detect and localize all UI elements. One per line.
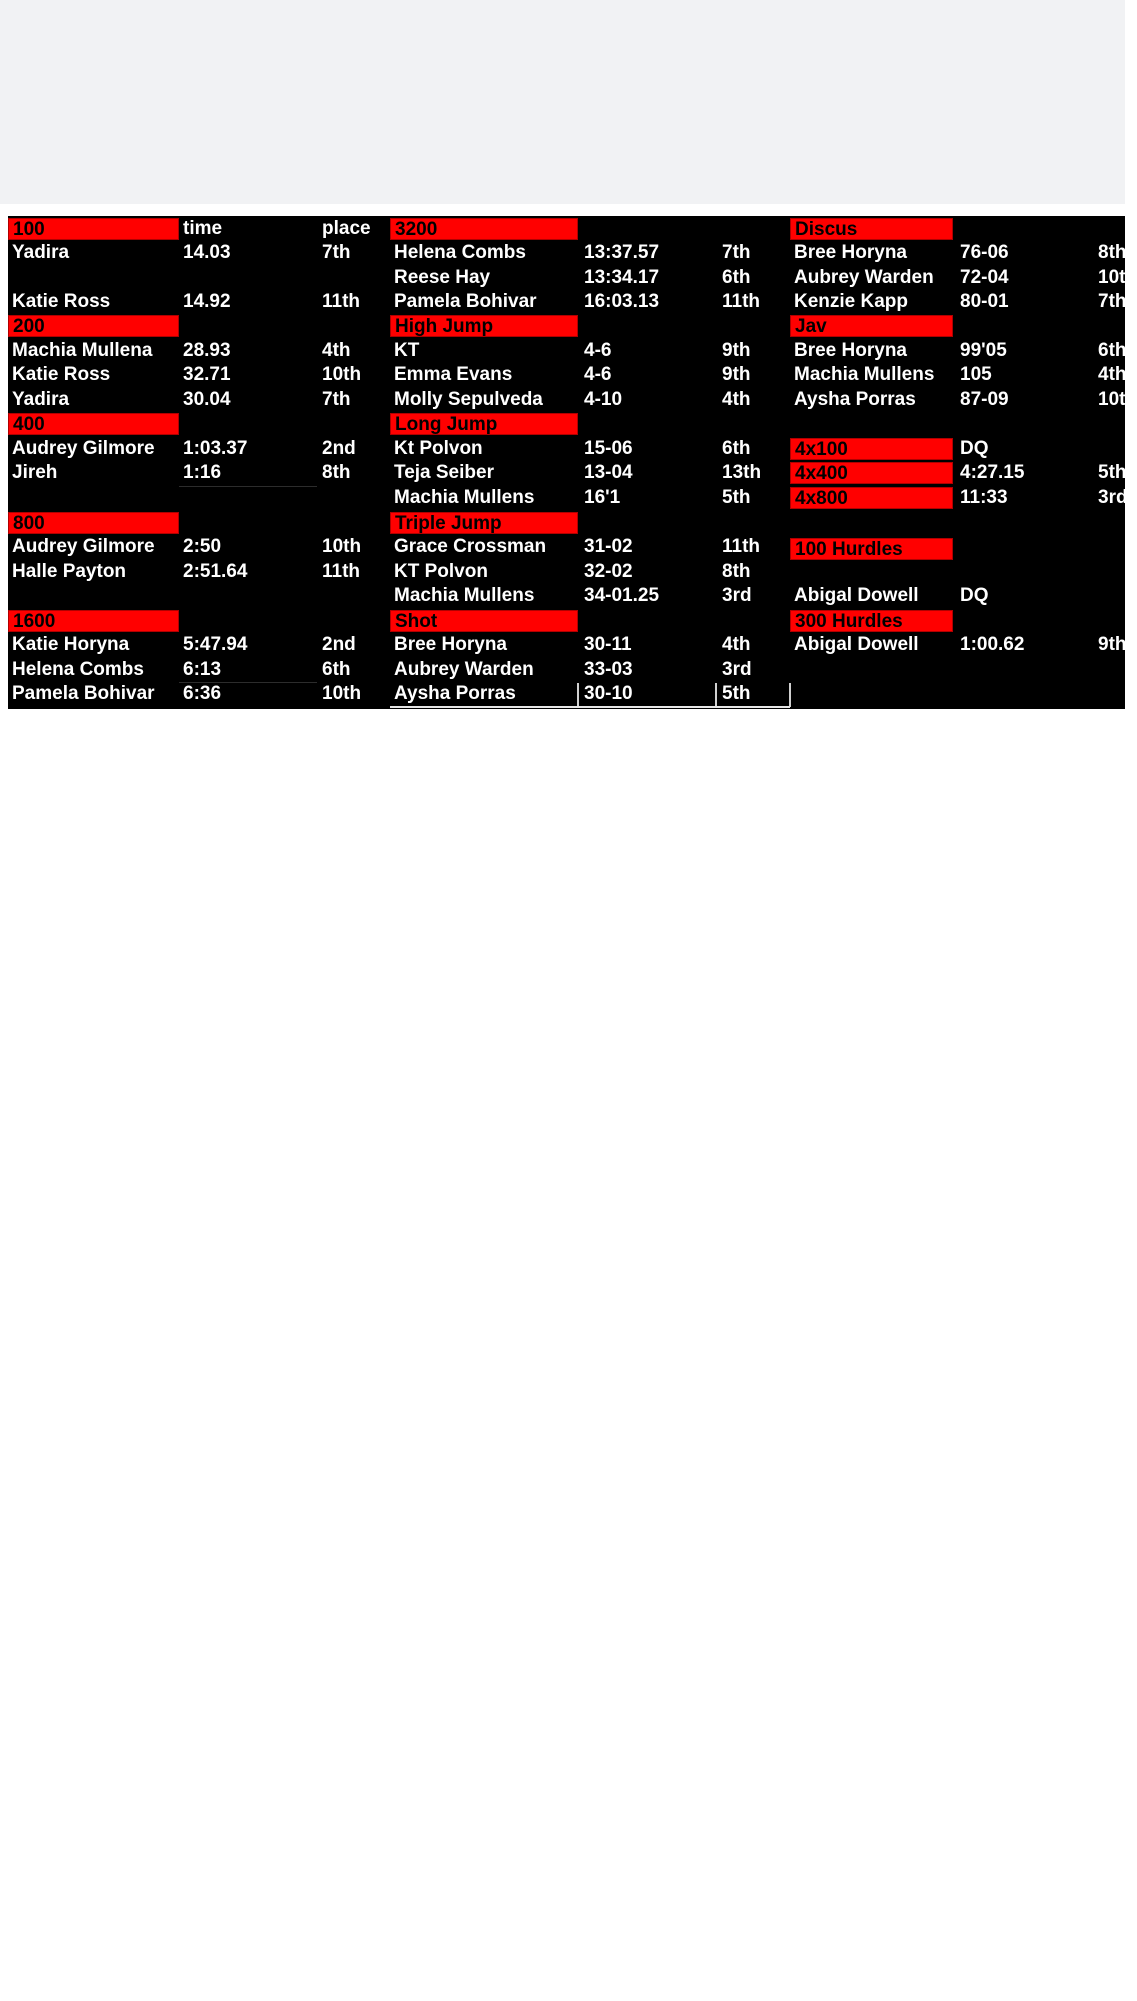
athlete-name: Katie Horyna [12, 634, 130, 655]
athlete-name: Teja Seiber [394, 462, 494, 483]
athlete-name: Pamela Bohivar [12, 683, 155, 704]
athlete-mark: 4-6 [584, 364, 612, 385]
column-header-time: time [183, 218, 223, 239]
athlete-place: 10th [1098, 389, 1137, 410]
athlete-name: Reese Hay [394, 267, 491, 288]
athlete-place: 11th [722, 291, 761, 312]
athlete-mark: 87-09 [960, 389, 1009, 410]
athlete-place: 11th [722, 536, 761, 557]
event-header-long-jump: Long Jump [390, 413, 578, 435]
athlete-place: 2nd [322, 438, 356, 459]
athlete-name: Grace Crossman [394, 536, 547, 557]
athlete-mark: 30.04 [183, 389, 231, 410]
athlete-mark: 76-06 [960, 242, 1009, 263]
athlete-name: Audrey Gilmore [12, 536, 155, 557]
athlete-place: 10th [322, 364, 362, 385]
athlete-mark: 31-02 [584, 536, 633, 557]
event-header-discus: Discus [790, 218, 953, 240]
athlete-mark: 6:36 [183, 683, 222, 704]
athlete-mark: 14.92 [183, 291, 231, 312]
athlete-mark: 15-06 [584, 438, 633, 459]
athlete-mark: 2:51.64 [183, 561, 248, 582]
athlete-mark: 105 [960, 364, 992, 385]
athlete-name: Katie Ross [12, 291, 111, 312]
athlete-place: 9th [722, 364, 751, 385]
athlete-mark: 30-10 [584, 683, 633, 704]
athlete-place: 13th [722, 462, 762, 483]
athlete-place: 8th [322, 462, 351, 483]
cell-border [715, 683, 717, 707]
athlete-mark: 5:47.94 [183, 634, 248, 655]
relay-place: 3rd [1098, 487, 1128, 508]
athlete-place: 7th [322, 389, 351, 410]
athlete-place: 6th [322, 659, 351, 680]
athlete-place: 6th [722, 438, 751, 459]
athlete-mark: 32.71 [183, 364, 231, 385]
athlete-place: 3rd [722, 659, 752, 680]
athlete-mark: 6:13 [183, 659, 222, 680]
athlete-name: Halle Payton [12, 561, 127, 582]
athlete-mark: 1:03.37 [183, 438, 248, 459]
event-header-triple-jump: Triple Jump [390, 512, 578, 534]
athlete-place: 4th [722, 389, 751, 410]
row-divider [179, 486, 317, 487]
cell-border [390, 706, 790, 708]
athlete-mark: 4-6 [584, 340, 612, 361]
event-header-400: 400 [8, 413, 179, 435]
top-blank-band [0, 0, 1125, 204]
athlete-mark: 1:00.62 [960, 634, 1025, 655]
athlete-place: 4th [1098, 364, 1127, 385]
athlete-place: 11th [322, 291, 361, 312]
athlete-mark: 2:50 [183, 536, 222, 557]
cell-border [577, 683, 579, 707]
athlete-name: Jireh [12, 462, 58, 483]
athlete-mark: 99'05 [960, 340, 1007, 361]
athlete-mark: 80-01 [960, 291, 1009, 312]
athlete-mark: 32-02 [584, 561, 633, 582]
event-header-4x100: 4x100 [790, 438, 953, 460]
athlete-place: 6th [1098, 340, 1127, 361]
athlete-mark: 16'1 [584, 487, 621, 508]
athlete-place: 8th [1098, 242, 1127, 263]
athlete-place: 11th [322, 561, 361, 582]
athlete-mark: 33-03 [584, 659, 633, 680]
athlete-name: Yadira [12, 242, 70, 263]
athlete-place: 7th [1098, 291, 1127, 312]
athlete-name: Kenzie Kapp [794, 291, 909, 312]
cell-border [789, 683, 791, 707]
athlete-name: KT [394, 340, 420, 361]
athlete-mark: DQ [960, 585, 989, 606]
athlete-name: Bree Horyna [794, 242, 907, 263]
athlete-name: Emma Evans [394, 364, 513, 385]
event-header-shot: Shot [390, 610, 578, 632]
athlete-name: Aysha Porras [394, 683, 516, 704]
athlete-place: 9th [722, 340, 751, 361]
athlete-mark: 1:16 [183, 462, 222, 483]
column-header-place: place [322, 218, 371, 239]
athlete-name: Aysha Porras [794, 389, 916, 410]
event-header-800: 800 [8, 512, 179, 534]
athlete-mark: 16:03.13 [584, 291, 660, 312]
event-header-100-hurdles: 100 Hurdles [790, 538, 953, 560]
athlete-place: 5th [722, 487, 751, 508]
athlete-name: Helena Combs [12, 659, 144, 680]
athlete-name: Molly Sepulveda [394, 389, 543, 410]
athlete-name: Machia Mullens [394, 585, 535, 606]
athlete-mark: 14.03 [183, 242, 231, 263]
event-header-4x800: 4x800 [790, 487, 953, 509]
row-divider [179, 682, 317, 683]
event-header-200: 200 [8, 315, 179, 337]
event-header-javelin: Jav [790, 315, 953, 337]
athlete-place: 2nd [322, 634, 356, 655]
relay-mark: DQ [960, 438, 989, 459]
relay-mark: 11:33 [960, 487, 1008, 508]
athlete-place: 9th [1098, 634, 1127, 655]
athlete-place: 10th [322, 683, 362, 704]
athlete-mark: 4-10 [584, 389, 623, 410]
results-sheet [8, 216, 1137, 709]
athlete-name: Aubrey Warden [794, 267, 934, 288]
athlete-place: 10th [1098, 267, 1137, 288]
athlete-place: 10th [322, 536, 362, 557]
athlete-place: 6th [722, 267, 751, 288]
athlete-mark: 34-01.25 [584, 585, 660, 606]
athlete-name: Bree Horyna [794, 340, 907, 361]
athlete-place: 4th [322, 340, 351, 361]
athlete-mark: 13:34.17 [584, 267, 660, 288]
athlete-name: Machia Mullens [394, 487, 535, 508]
athlete-mark: 72-04 [960, 267, 1009, 288]
event-header-300-hurdles: 300 Hurdles [790, 610, 953, 632]
athlete-place: 7th [322, 242, 351, 263]
athlete-mark: 13-04 [584, 462, 633, 483]
athlete-mark: 13:37.57 [584, 242, 660, 263]
athlete-place: 8th [722, 561, 751, 582]
event-header-3200: 3200 [390, 218, 578, 240]
athlete-name: Katie Ross [12, 364, 111, 385]
relay-place: 5th [1098, 462, 1127, 483]
athlete-mark: 30-11 [584, 634, 632, 655]
athlete-name: Kt Polvon [394, 438, 483, 459]
event-header-1600: 1600 [8, 610, 179, 632]
athlete-mark: 28.93 [183, 340, 231, 361]
athlete-name: KT Polvon [394, 561, 488, 582]
athlete-name: Helena Combs [394, 242, 526, 263]
athlete-name: Machia Mullena [12, 340, 153, 361]
athlete-place: 3rd [722, 585, 752, 606]
athlete-name: Abigal Dowell [794, 585, 919, 606]
event-header-100: 100 [8, 218, 179, 240]
athlete-name: Audrey Gilmore [12, 438, 155, 459]
athlete-name: Bree Horyna [394, 634, 507, 655]
athlete-place: 7th [722, 242, 751, 263]
athlete-name: Machia Mullens [794, 364, 935, 385]
athlete-place: 5th [722, 683, 751, 704]
athlete-name: Aubrey Warden [394, 659, 534, 680]
event-header-4x400: 4x400 [790, 462, 953, 484]
relay-mark: 4:27.15 [960, 462, 1025, 483]
event-header-high-jump: High Jump [390, 315, 578, 337]
athlete-name: Pamela Bohivar [394, 291, 537, 312]
athlete-name: Yadira [12, 389, 70, 410]
athlete-name: Abigal Dowell [794, 634, 919, 655]
athlete-place: 4th [722, 634, 751, 655]
